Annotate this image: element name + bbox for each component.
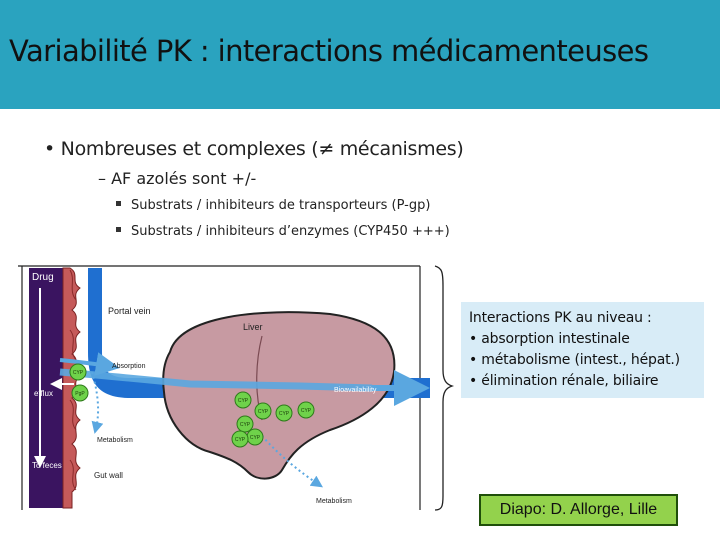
- cyp-label: CYP: [249, 435, 261, 441]
- gut-wall-label: Gut wall: [94, 471, 123, 480]
- cyp-label: CYP: [278, 411, 290, 417]
- callout-item: • métabolisme (intest., hépat.): [469, 352, 680, 368]
- intestinal-lumen: [29, 268, 63, 508]
- callout-item: • élimination rénale, biliaire: [469, 373, 659, 389]
- drug-label: Drug: [32, 272, 54, 283]
- interactions-callout: [461, 302, 704, 398]
- absorption-label: Absorption: [112, 363, 146, 370]
- cyp-label: CYP: [72, 370, 84, 376]
- cyp-label: CYP: [234, 437, 246, 443]
- bullet-level2-text: AF azolés sont +/-: [111, 169, 257, 188]
- bullet-level3-item: [116, 224, 450, 239]
- efflux-label: efflux: [34, 389, 53, 398]
- pgp-label: PgP: [75, 391, 85, 397]
- cyp-label: CYP: [257, 409, 269, 415]
- liver-label: Liver: [243, 322, 263, 332]
- callout-item: • absorption intestinale: [469, 331, 630, 347]
- callout-heading: Interactions PK au niveau :: [469, 310, 652, 326]
- bullet-level2: – AF azolés sont +/-: [98, 169, 257, 188]
- bullet-level1-text: Nombreuses et complexes (≠ mécanismes): [60, 138, 464, 160]
- liver-metabolism-label: Metabolism: [316, 498, 352, 505]
- drug-absorption-diagram: [0, 262, 460, 512]
- page-title: Variabilité PK : interactions médicamenteuses: [9, 34, 649, 68]
- bullet-level1: • Nombreuses et complexes (≠ mécanismes): [44, 138, 464, 160]
- bullet-level3-item: [116, 198, 430, 213]
- bullet-level3-text: Substrats / inhibiteurs d’enzymes (CYP450 +++): [131, 224, 450, 239]
- bioavailability-label: Bioavailability: [334, 387, 377, 394]
- to-feces-label: To feces: [32, 461, 62, 470]
- curly-brace-icon: [435, 266, 452, 510]
- credit-box: Diapo: D. Allorge, Lille: [479, 494, 678, 526]
- liver: [163, 312, 394, 478]
- square-bullet-icon: [116, 201, 121, 206]
- gut-metabolism-label: Metabolism: [97, 437, 133, 444]
- square-bullet-icon: [116, 227, 121, 232]
- title-bar: [0, 0, 720, 109]
- bullet-level3-text: Substrats / inhibiteurs de transporteurs (P-gp): [131, 198, 431, 213]
- cyp-label: CYP: [237, 398, 249, 404]
- cyp-label: CYP: [300, 408, 312, 414]
- cyp-label: CYP: [239, 422, 251, 428]
- portal-vein-label: Portal vein: [108, 306, 151, 316]
